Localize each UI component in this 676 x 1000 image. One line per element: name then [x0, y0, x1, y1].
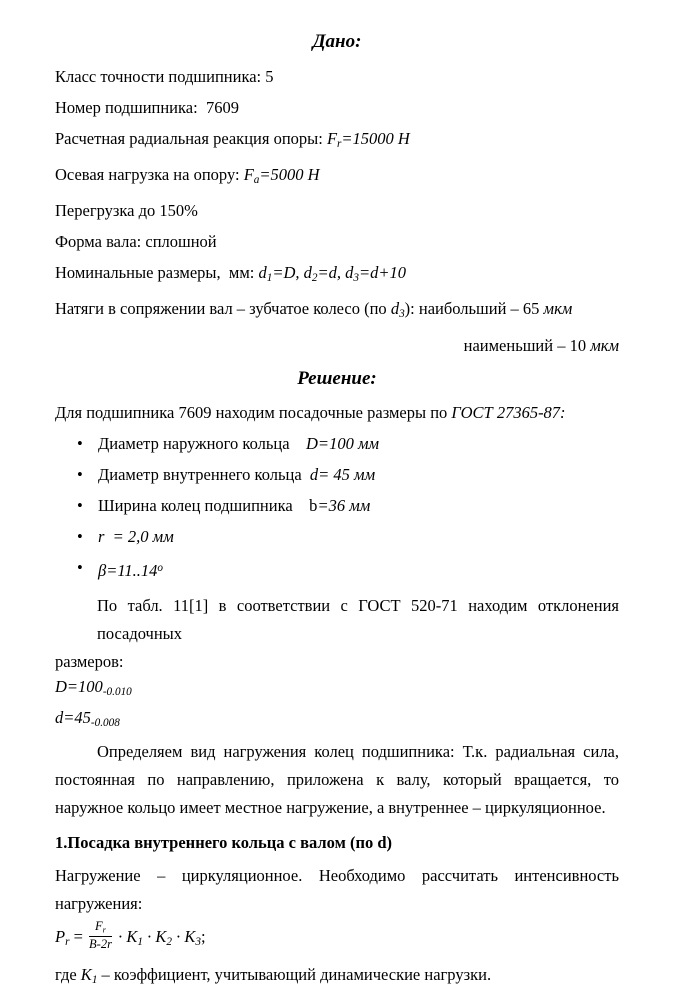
given-line-shaft-form: Форма вала: сплошной — [55, 232, 217, 252]
given-line-overload: Перегрузка до 150% — [55, 201, 198, 221]
list-item-outer-diameter — [55, 434, 619, 454]
given-line-interference-max: Натяги в сопряжении вал – зубчатое колесо (по d3): наибольший – 65 мкм — [55, 299, 573, 321]
paragraph-table-reference-line3: размеров: — [55, 651, 124, 671]
heading-section1: 1.Посадка внутреннего кольца с валом (по d) — [55, 832, 393, 852]
deviation-d: d=45-0.008 — [55, 707, 120, 729]
formula-legend-K1: где K1 – коэффициент, учитывающий динамические нагрузки. — [55, 965, 492, 987]
list-item-radius — [55, 527, 619, 547]
bullet-icon: • — [77, 464, 83, 484]
heading-given: Дано: — [312, 31, 362, 52]
bullet-icon: • — [77, 433, 83, 453]
list-item-text: Диаметр наружного кольца D=100 мм — [98, 433, 380, 453]
section1-intro: Нагружение – циркуляционное. Необходимо рассчитать интенсивность нагружения: — [55, 865, 619, 913]
list-item-text: $\beta=11..14^o$ — [98, 560, 163, 580]
given-line-axial-load: Осевая нагрузка на опору: Fa=5000 Н — [55, 165, 320, 187]
list-item-inner-diameter — [55, 465, 619, 485]
solution-intro: Для подшипника 7609 находим посадочные размеры по ГОСТ 27365-87: — [55, 402, 566, 422]
fraction-denominator: B-2r — [89, 937, 112, 952]
heading-solution: Решение: — [297, 367, 377, 389]
given-line-interference-min: наименьший – 10 мкм — [463, 335, 619, 355]
list-item-text: r = 2,0 мм — [98, 526, 174, 546]
bullet-icon: • — [77, 495, 83, 515]
formula-lhs: Pr = — [55, 926, 88, 949]
given-line-radial-reaction: Расчетная радиальная реакция опоры: Fr=15000 Н — [55, 129, 410, 151]
paragraph-table-reference-line2: посадочных — [97, 623, 183, 643]
paragraph-table-reference-line1: По табл. 11[1] в соответствии с ГОСТ 520-71 находим отклонения — [97, 595, 619, 615]
paragraph-loading-type: Определяем вид нагружения колец подшипника: Т.к. радиальная сила, постоянная по направлению, приложена к валу, который вращается, то наружное кольцо имеет местное нагружение, а внутреннее – циркуляционное. — [55, 741, 619, 817]
list-item-text: Ширина колец подшипника b=36 мм — [98, 495, 371, 515]
given-line-accuracy-class: Класс точности подшипника: 5 — [55, 67, 274, 86]
list-item-text: Диаметр внутреннего кольца d= 45 мм — [98, 464, 376, 484]
given-line-nominal-sizes: Номинальные размеры, мм: d1=D, d2=d, d3=d+10 — [55, 263, 407, 285]
deviation-D: D=100-0.010 — [55, 676, 132, 698]
formula-load-intensity — [55, 920, 619, 959]
fraction-numerator: Fr — [89, 920, 112, 937]
fraction — [89, 920, 112, 951]
bullet-icon: • — [77, 526, 83, 546]
list-item-ring-width — [55, 496, 619, 516]
given-line-bearing-number: Номер подшипника: 7609 — [55, 98, 239, 117]
bullet-icon: • — [77, 557, 83, 577]
list-item-beta-angle — [55, 558, 619, 581]
formula-rhs: · K1 · K2 · K3; — [113, 926, 206, 949]
